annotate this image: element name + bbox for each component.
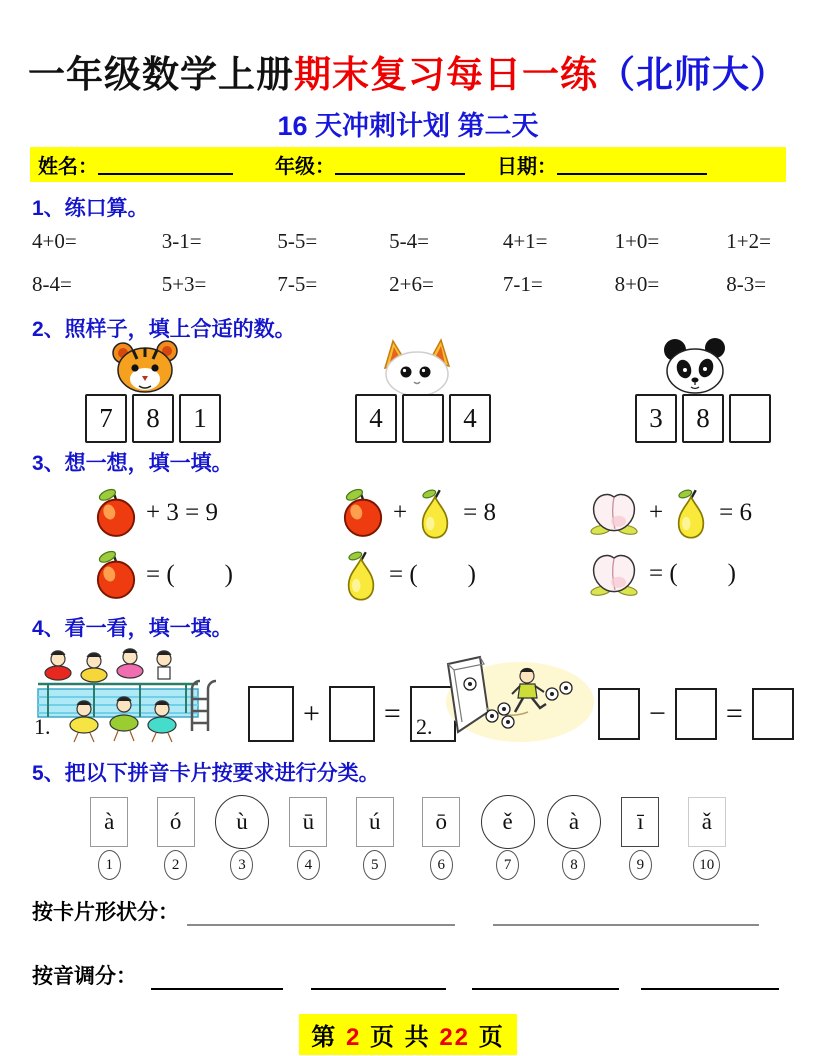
circled-number-6: 6 xyxy=(430,850,453,880)
section1-heading: 1、练口算。 xyxy=(32,197,149,220)
cat-icon xyxy=(369,338,461,394)
item2-number: 2. xyxy=(416,714,433,739)
equation-text: = ( ) xyxy=(389,561,476,588)
answer-box xyxy=(402,394,444,443)
current-page-number: 2 xyxy=(345,1024,362,1051)
section5-heading: 5、把以下拼音卡片按要求进行分类。 xyxy=(32,762,380,785)
equals-sign: = xyxy=(383,697,401,730)
tone-blank-4 xyxy=(641,968,779,990)
minus-sign: − xyxy=(649,697,666,730)
pinyin-card-6: ō xyxy=(422,797,460,847)
grade-label: 年级： xyxy=(275,156,335,178)
equation: 5-4= xyxy=(389,229,429,253)
blank-box xyxy=(329,686,375,742)
equation: 3-1= xyxy=(161,229,202,253)
shape-blank-2 xyxy=(493,904,759,926)
fruit-answer-3 xyxy=(588,549,736,599)
equation: 7-5= xyxy=(277,272,318,296)
panda-icon xyxy=(649,338,741,394)
pinyin-card-5: ú xyxy=(356,797,394,847)
fruit-answer-1 xyxy=(95,549,233,601)
plus-sign: + xyxy=(393,499,408,526)
tone-blank-1 xyxy=(151,968,283,990)
title-part-black: 一年级数学上册 xyxy=(28,54,294,95)
pear-icon xyxy=(342,549,380,601)
circled-number-5: 5 xyxy=(363,850,386,880)
equation-text: = 8 xyxy=(463,499,496,526)
answer-box: 3 xyxy=(635,394,677,443)
equation: 7-1= xyxy=(502,272,543,296)
answer-box: 1 xyxy=(179,394,221,443)
blank-box xyxy=(675,688,717,740)
oral-calc-row2 xyxy=(32,272,786,297)
section2-heading: 2、照样子，填上合适的数。 xyxy=(32,318,296,341)
shape-classify-label: 按卡片形状分： xyxy=(32,901,179,924)
pinyin-card-8: à xyxy=(547,795,601,849)
tone-blank-3 xyxy=(472,968,619,990)
shape-blank-1 xyxy=(187,904,455,926)
section3-heading: 3、想一想，填一填。 xyxy=(32,452,233,475)
tone-blank-2 xyxy=(311,968,446,990)
classify-by-tone-line xyxy=(32,960,779,990)
answer-box: 7 xyxy=(85,394,127,443)
swimming-pool-scene xyxy=(36,643,232,745)
answer-box: 4 xyxy=(355,394,397,443)
tone-classify-label: 按音调分： xyxy=(32,965,137,988)
pinyin-card-9: ī xyxy=(621,797,659,847)
classify-by-shape-line xyxy=(32,896,759,926)
date-label: 日期： xyxy=(497,156,557,178)
peach-icon xyxy=(588,549,640,599)
answer-box: 8 xyxy=(132,394,174,443)
number-group-panda xyxy=(635,338,771,443)
footer-text: 共 xyxy=(404,1024,431,1051)
page-subtitle: 16 天冲刺计划 第二天 xyxy=(277,111,539,141)
apple-icon xyxy=(342,487,384,539)
equation-text: + 3 = 9 xyxy=(146,499,218,526)
circled-number-3: 3 xyxy=(230,850,253,880)
answer-box: 8 xyxy=(682,394,724,443)
name-blank xyxy=(98,155,233,175)
equation: 8-4= xyxy=(32,272,72,296)
plus-sign: + xyxy=(303,697,320,730)
equation: 5+3= xyxy=(161,272,207,296)
circled-number-7: 7 xyxy=(496,850,519,880)
equation-text: = 6 xyxy=(719,499,752,526)
circled-number-4: 4 xyxy=(297,850,320,880)
grade-blank xyxy=(335,155,465,175)
page-title xyxy=(0,44,816,98)
pinyin-card-7: ě xyxy=(481,795,535,849)
section4-heading: 4、看一看，填一填。 xyxy=(32,617,233,640)
subtraction-equation-boxes xyxy=(598,688,794,740)
equation: 8+0= xyxy=(614,272,660,296)
blank-box xyxy=(248,686,294,742)
date-blank xyxy=(557,155,707,175)
equals-sign: = xyxy=(725,697,743,730)
pinyin-card-3: ù xyxy=(215,795,269,849)
apple-icon xyxy=(95,549,137,601)
page-indicator xyxy=(299,1014,516,1055)
equation: 4+0= xyxy=(32,229,77,253)
circled-number-9: 9 xyxy=(629,850,652,880)
plus-sign: + xyxy=(649,499,664,526)
pear-icon xyxy=(672,487,710,539)
number-group-tiger xyxy=(85,338,221,443)
equation: 4+1= xyxy=(502,229,548,253)
equation: 1+2= xyxy=(726,229,771,253)
tiger-icon xyxy=(99,338,191,394)
fruit-equation-3 xyxy=(588,487,752,539)
circled-number-2: 2 xyxy=(164,850,187,880)
blank-box xyxy=(598,688,640,740)
total-page-number: 22 xyxy=(439,1024,471,1051)
pinyin-card-2: ó xyxy=(157,797,195,847)
pinyin-card-row xyxy=(76,793,740,851)
equation: 8-3= xyxy=(726,272,767,296)
equation-text: = ( ) xyxy=(146,561,233,588)
equation: 5-5= xyxy=(277,229,318,253)
equation-text: = ( ) xyxy=(649,560,736,587)
peach-icon xyxy=(588,488,640,538)
equation: 2+6= xyxy=(389,272,434,296)
equation: 1+0= xyxy=(614,229,660,253)
footer-text: 页 xyxy=(369,1024,396,1051)
footer-text: 第 xyxy=(311,1024,338,1051)
pinyin-card-10: ǎ xyxy=(688,797,726,847)
title-part-red: 期末复习每日一练 xyxy=(294,54,598,95)
circled-number-8: 8 xyxy=(562,850,585,880)
number-group-cat xyxy=(355,338,491,443)
footer-text: 页 xyxy=(478,1024,505,1051)
answer-box: 4 xyxy=(449,394,491,443)
fruit-answer-2 xyxy=(342,549,476,601)
oral-calc-row1 xyxy=(32,229,786,254)
pinyin-card-1: à xyxy=(90,797,128,847)
name-label: 姓名： xyxy=(38,156,98,178)
card-number-row xyxy=(76,850,740,880)
item1-number: 1. xyxy=(34,714,51,739)
page-footer xyxy=(0,1014,816,1055)
answer-box xyxy=(729,394,771,443)
student-info-bar xyxy=(30,147,786,182)
blank-box xyxy=(752,688,794,740)
circled-number-1: 1 xyxy=(98,850,121,880)
pear-icon xyxy=(416,487,454,539)
fruit-equation-1 xyxy=(95,487,218,539)
apple-icon xyxy=(95,487,137,539)
soccer-scene xyxy=(428,650,596,746)
pinyin-card-4: ū xyxy=(289,797,327,847)
fruit-equation-2 xyxy=(342,487,496,539)
title-part-blue: （北师大） xyxy=(598,54,788,95)
circled-number-10: 10 xyxy=(693,850,720,880)
